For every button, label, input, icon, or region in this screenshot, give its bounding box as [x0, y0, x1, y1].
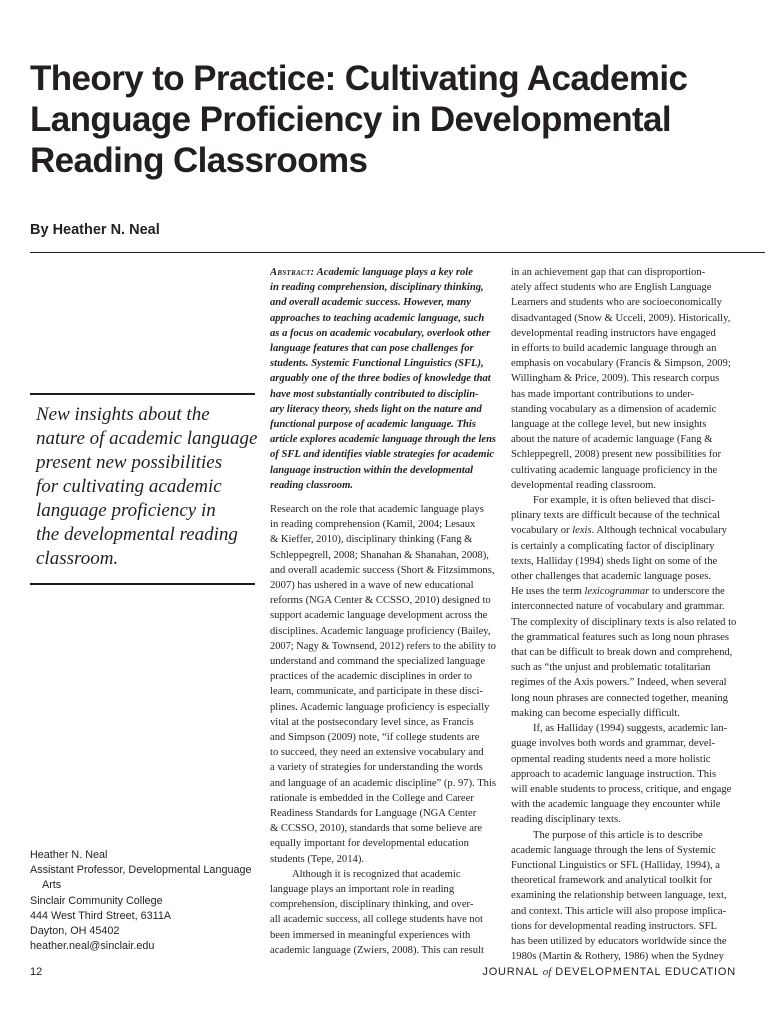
body-text-line: long noun phrases are connected together, meaning [511, 692, 728, 704]
body-text-line: been immersed in meaningful experiences with [270, 929, 471, 941]
body-text-line: and language of an academic discipline” (p. 97). This [270, 777, 496, 789]
pull-quote-line: for cultivating academic [36, 476, 222, 497]
body-text-line: standing vocabulary as a dimension of academic [511, 403, 717, 415]
body-text-line: developmental reading classroom. [511, 479, 657, 491]
body-text-line: practices of the academic disciplines in order to [270, 671, 473, 683]
body-text-line: will enable students to process, critique, and engage [511, 783, 732, 795]
body-text-line: with the academic language they encounter while [511, 799, 721, 811]
title-line: Reading Classrooms [30, 141, 368, 180]
body-text-line: If, as Halliday (1994) suggests, academic lan- [533, 723, 728, 735]
pull-quote-line: present new possibilities [36, 452, 223, 473]
pull-quote-line: nature of academic language [36, 428, 258, 449]
body-text-line: rationale is embedded in the College and Career [270, 792, 474, 804]
body-text-line: texts, Halliday (1994) sheds light on some of the [511, 555, 718, 567]
body-column-3 [511, 265, 737, 964]
author-byline: By Heather N. Neal [30, 222, 160, 238]
body-text-line: For example, it is often believed that disci- [533, 495, 715, 507]
body-text-line: and context. This article will also propose implica- [511, 905, 727, 917]
journal-name [482, 966, 736, 978]
abstract-line: ary literacy theory, sheds light on the nature and [270, 403, 482, 415]
body-text-line: tions for developmental reading instructors. SFL [511, 920, 717, 932]
body-text-line: vital at the postsecondary level since, as Francis [270, 716, 474, 728]
abstract-line: approaches to teaching academic language, such [270, 312, 485, 324]
body-text-line: that can be difficult to break down and comprehend, [511, 647, 733, 659]
body-text-line: disadvantaged (Snow & Ucceli, 2009). Historically, [511, 312, 731, 324]
body-text-line: vocabulary or lexis. Although technical vocabulary [511, 525, 727, 537]
body-column-2 [270, 502, 496, 958]
abstract-line: language features that can pose challenges for [270, 343, 474, 355]
body-text-line: other challenges that academic language poses. [511, 571, 712, 583]
body-text-line: all academic success, all college students have not [270, 914, 483, 926]
body-text-line: plines. Academic language proficiency is especially [270, 701, 490, 713]
body-text-line: The complexity of disciplinary texts is also related to [511, 616, 737, 628]
body-text-line: about the nature of academic language (Fang & [511, 434, 713, 446]
body-text-line: Learners and students who are socioeconomically [511, 297, 722, 309]
journal-name-of: of [542, 966, 552, 978]
pull-quote-rule-top [30, 393, 255, 395]
header-divider [30, 252, 765, 253]
body-text-line: Schleppegrell, 2008) present new possibilities for [511, 449, 722, 461]
body-text-line: cultivating academic language proficiency in the [511, 464, 718, 476]
author-email[interactable]: heather.neal@sinclair.edu [30, 940, 155, 953]
italic-term: lexis [572, 525, 592, 537]
pull-quote [36, 403, 258, 571]
body-text-line: in an achievement gap that can disproportion- [511, 267, 706, 278]
body-text-line: such as “the unjust and problematic totalitarian [511, 662, 711, 674]
body-text-line: plinary texts are difficult because of the technical [511, 510, 720, 522]
body-text-line: academic language through the lens of Systemic [511, 844, 716, 856]
body-text-line: Although it is recognized that academic [292, 868, 461, 880]
body-text-line: is certainly a complicating factor of disciplinary [511, 540, 715, 552]
pull-quote-line: classroom. [36, 548, 119, 569]
body-text-line: ately affect students who are English Language [511, 282, 712, 294]
body-text-line: Readiness Standards for Language (NGA Center [270, 808, 477, 820]
abstract-line-text: Academic language plays a key role [314, 267, 473, 278]
body-text-line: regimes of the Axis powers.” Indeed, when several [511, 677, 727, 689]
body-text-line: & Kieffer, 2010), disciplinary thinking (Fang & [270, 534, 473, 546]
title-line: Language Proficiency in Developmental [30, 100, 672, 139]
author-institution: Sinclair Community College [30, 894, 163, 907]
abstract [270, 265, 496, 493]
body-text-line: to succeed, they need an extensive vocabulary and [270, 747, 484, 759]
body-text-line: has made important contributions to under- [511, 388, 695, 400]
body-text-line: and overall academic success (Short & Fitzsimmons, [270, 564, 495, 576]
body-text-line: opmental reading students need a more holistic [511, 753, 711, 765]
abstract-line [270, 265, 496, 280]
body-text-line: comprehension, disciplinary thinking, and over- [270, 899, 474, 911]
abstract-line: article explores academic language through the lens [270, 434, 496, 446]
page-number: 12 [30, 966, 43, 978]
body-text-line: developmental reading instructors have engaged [511, 327, 716, 339]
body-text-line: a variety of strategies for understanding the words [270, 762, 483, 774]
body-text-line: students (Tepe, 2014). [270, 853, 364, 865]
author-name: Heather N. Neal [30, 849, 108, 861]
italic-term: lexicogrammar [584, 586, 650, 598]
body-text-line: equally important for developmental education [270, 838, 469, 850]
abstract-line: as a focus on academic vocabulary, overlook other [270, 327, 491, 339]
abstract-line: language instruction within the developmental [270, 464, 474, 476]
abstract-line: arguably one of the three bodies of knowledge that [270, 373, 491, 385]
body-text-line: reforms (NGA Center & CCSSO, 2010) designed to [270, 595, 491, 607]
body-text-line: guage involves both words and grammar, devel- [511, 738, 716, 750]
body-text-line: has been utilized by educators worldwide since the [511, 935, 727, 947]
body-text-line: The purpose of this article is to describe [533, 829, 703, 841]
body-text-line: reading disciplinary texts. [511, 814, 621, 826]
abstract-line: reading classroom. [270, 479, 353, 491]
author-street: 444 West Third Street, 6311A [30, 909, 172, 922]
pull-quote-line: language proficiency in [36, 500, 216, 521]
abstract-line: of SFL and identifies viable strategies for academic [270, 449, 495, 461]
author-affiliation [30, 848, 265, 954]
author-position-cont: Arts [42, 879, 62, 892]
pull-quote-line: New insights about the [36, 404, 210, 425]
body-text-line: making can become especially difficult. [511, 707, 680, 719]
title-line: Theory to Practice: Cultivating Academic [30, 59, 688, 98]
body-text-line: in efforts to build academic language through an [511, 343, 717, 355]
abstract-line: students. Systemic Functional Linguistics (SFL), [270, 358, 484, 370]
article-title [30, 58, 750, 181]
abstract-line: functional purpose of academic language. This [270, 419, 476, 431]
author-position: Assistant Professor, Developmental Language [30, 864, 252, 877]
body-text-line: approach to academic language instruction. This [511, 768, 717, 780]
author-city: Dayton, OH 45402 [30, 925, 120, 938]
body-text-line: language at the college level, but new insights [511, 419, 707, 431]
abstract-line: and overall academic success. However, many [270, 297, 471, 309]
body-text-line: 1980s (Martin & Rothery, 1986) when the Sydney [511, 951, 724, 963]
body-text-line: Research on the role that academic language plays [270, 504, 484, 515]
body-text-line: examining the relationship between language, text, [511, 890, 727, 902]
body-text-line: learn, communicate, and participate in these disci- [270, 686, 483, 698]
body-text-line: Functional Linguistics or SFL (Halliday, 1994), a [511, 859, 721, 871]
abstract-line: have most substantially contributed to disciplin- [270, 388, 479, 400]
body-text-line: He uses the term lexicogrammar to underscore the [511, 586, 725, 598]
body-text-line: language plays an important role in reading [270, 884, 455, 896]
body-text-line: Willingham & Price, 2009). This research corpus [511, 373, 720, 385]
pull-quote-rule-bottom [30, 583, 255, 585]
pull-quote-line: the developmental reading [36, 524, 238, 545]
abstract-label: Abstract: [270, 267, 315, 278]
body-text-line: Schleppegrell, 2008; Shanahan & Shanahan, 2008), [270, 549, 489, 561]
body-text-line: & CCSSO, 2010), standards that some believe are [270, 823, 483, 835]
body-text-line: academic language (Zwiers, 2008). This can result [270, 944, 484, 956]
body-text-line: in reading comprehension (Kamil, 2004; Lesaux [270, 519, 476, 531]
body-text-line: theoretical framework and analytical toolkit for [511, 875, 712, 887]
journal-name-part1: JOURNAL [482, 966, 543, 978]
body-text-line: emphasis on vocabulary (Francis & Simpson, 2009; [511, 358, 731, 370]
body-text-line: understand and command the specialized language [270, 656, 486, 668]
body-text-line: the grammatical features such as long noun phrases [511, 631, 729, 643]
journal-name-part2: DEVELOPMENTAL EDUCATION [551, 966, 736, 978]
body-text-line: support academic language development across the [270, 610, 488, 622]
body-text-line: 2007; Nagy & Townsend, 2012) refers to the ability to [270, 640, 496, 652]
body-text-line: 2007) has ushered in a wave of new educational [270, 580, 474, 592]
body-text-line: interconnected nature of vocabulary and grammar. [511, 601, 725, 613]
body-text-line: and Simpson (2009) note, “if college students are [270, 732, 480, 744]
body-text-line: disciplines. Academic language proficiency (Bailey, [270, 625, 491, 637]
abstract-line: in reading comprehension, disciplinary thinking, [270, 282, 484, 294]
